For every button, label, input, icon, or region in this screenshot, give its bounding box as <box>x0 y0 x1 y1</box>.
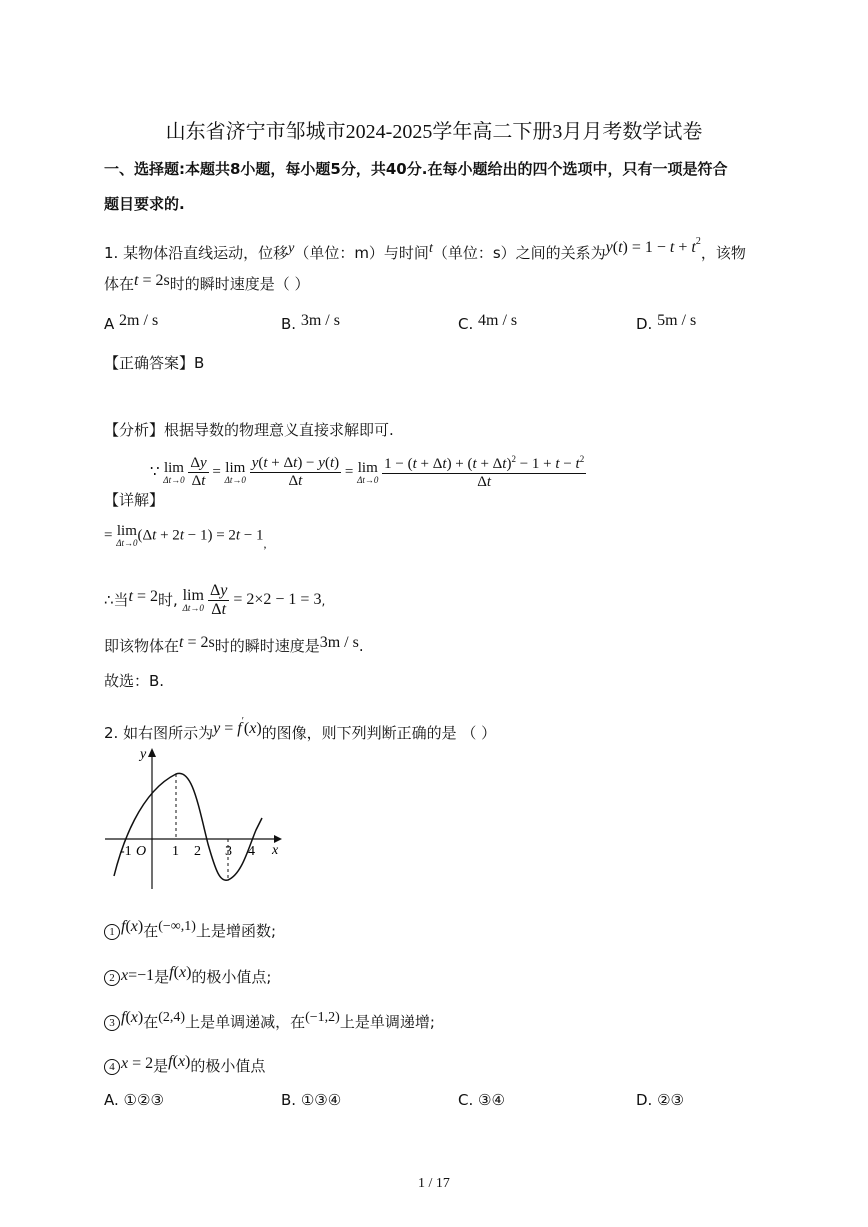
q1-line1: 1. 某物体沿直线运动，位移y（单位：m）与时间t（单位：s）之间的关系为$y(t) = 1 - t + t^2$，该物 <box>104 236 746 262</box>
q2-option-b: B. ①③④ <box>281 1091 342 1109</box>
q1-option-a: A 2m / s <box>104 312 159 333</box>
tick-label: 4 <box>248 844 255 859</box>
y-axis-arrow <box>148 748 156 757</box>
x-axis-arrow <box>274 835 282 843</box>
q2-statement-1: 1 f(x)在(−∞,1)上是增函数; <box>104 918 276 941</box>
q1-line2: 体在t = 2s时的瞬时速度是（ ） <box>104 272 310 293</box>
tick-label: 1 <box>172 844 179 859</box>
q2-option-d: D. ②③ <box>636 1091 685 1109</box>
q1-detail-formula: ∵ lim Δt→0 $\frac{\Delta y}{\Delta t}$ = lim Δt→0 $\frac{y(t + \Delta t) - y(t)}{\Delta t}$ = lim Δt→0 $\frac{1 - (t + \Delta t) + (t + \Delta t)^2 - 1 + t - t^2}{\Delta t}$ <box>150 454 585 490</box>
q1-analysis: 【分析】根据导数的物理意义直接求解即可. <box>104 421 394 439</box>
page-number: 1 / 17 <box>418 1176 450 1191</box>
tick-label: 3 <box>225 844 232 859</box>
derivative-graph <box>100 744 290 894</box>
q2-statement-2: 2 x=−1是f(x)的极小值点; <box>104 964 271 987</box>
q2-statement-3: 3 f(x)在(2,4)上是单调递减，在(−1,2)上是单调递增; <box>104 1009 435 1032</box>
origin-label: O <box>136 844 147 859</box>
q2-option-a: A. ①②③ <box>104 1091 164 1109</box>
q1-answer: 【正确答案】B <box>104 354 205 372</box>
tick-label: -1 <box>120 844 132 859</box>
q1-detail-label: 【详解】 <box>104 491 165 509</box>
section-heading-line2: 题目要求的. <box>104 195 185 213</box>
q2-stem: 2. 如右图所示为y = f′(x)的图像，则下列判断正确的是 （ ） <box>104 716 497 742</box>
q1-detail-step4: 即该物体在t = 2s时的瞬时速度是3m / s. <box>104 634 364 655</box>
section-heading-line1: 一、选择题:本题共8小题，每小题5分，共40分.在每小题给出的四个选项中，只有一项是符合 <box>104 160 728 178</box>
q1-detail-step2: = lim Δt→0 $(\Delta t + 2t - 1) = 2t - 1_,$ <box>104 523 267 551</box>
y-axis-label: y <box>140 747 147 762</box>
q1-option-c: C. 4m / s <box>458 312 518 333</box>
q1-detail-step3: ∴当t = 2时, lim Δt→0 $\frac{\Delta y}{\Delta t}$ = 2×2 − 1 = 3, <box>104 582 326 618</box>
derivative-curve <box>114 773 262 880</box>
x-axis-label: x <box>272 843 279 858</box>
tick-label: 2 <box>194 844 201 859</box>
q1-option-b: B. 3m / s <box>281 312 340 333</box>
q2-statement-4: 4 x = 2是f(x)的极小值点 <box>104 1053 265 1076</box>
page-title: 山东省济宁市邹城市2024-2025学年高二下册3月月考数学试卷 <box>165 121 703 143</box>
q2-option-c: C. ③④ <box>458 1091 505 1109</box>
q1-option-d: D. 5m / s <box>636 312 697 333</box>
q1-choose: 故选：B. <box>104 672 165 690</box>
